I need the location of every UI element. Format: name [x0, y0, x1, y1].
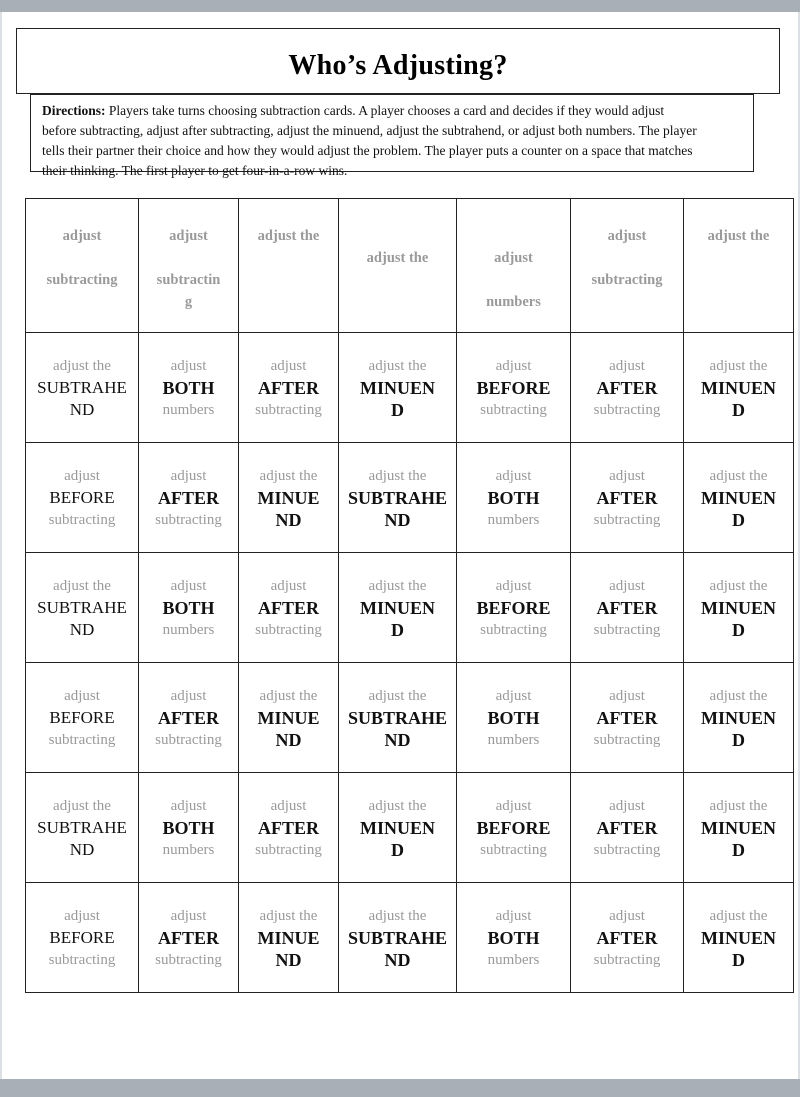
cell-bottom-text: subtracting: [48, 731, 116, 748]
cell-main-text: BEFORE: [49, 707, 115, 727]
board-cell-content: [571, 883, 683, 992]
board-cell[interactable]: [339, 663, 457, 773]
header-cell-text: [339, 199, 456, 269]
cell-bottom-text: subtracting: [593, 841, 661, 858]
cell-main-text: MINUE: [257, 927, 320, 948]
board-cell-content: [26, 443, 138, 552]
cell-top-text: adjust: [609, 687, 645, 704]
board-cell-content: [139, 553, 238, 662]
board-cell-content: [457, 663, 570, 772]
header-cell-line: [457, 269, 570, 291]
board-cell-content: [239, 553, 338, 662]
board-cell-content: [26, 883, 138, 992]
cell-top-text: adjust the: [709, 797, 768, 814]
board-cell-content: [239, 443, 338, 552]
cell-main-text: MINUEN: [701, 707, 776, 728]
board-cell-content: [339, 773, 456, 882]
cell-top-text: adjust: [609, 797, 645, 814]
board-cell-content: [139, 773, 238, 882]
cell-main-text: BEFORE: [476, 817, 551, 838]
board-row: [26, 883, 794, 993]
board-cell[interactable]: [457, 333, 571, 443]
board-cell[interactable]: [457, 883, 571, 993]
board-cell[interactable]: [339, 773, 457, 883]
cell-top-text: adjust the: [53, 577, 111, 594]
cell-bottom-text: ND: [275, 729, 302, 750]
board-cell-content: [571, 443, 683, 552]
board-cell-content: [571, 333, 683, 442]
board-cell-content: [339, 553, 456, 662]
header-cell-text: [571, 199, 683, 291]
cell-top-text: adjust the: [709, 687, 768, 704]
board-cell-content: [26, 553, 138, 662]
cell-top-text: adjust the: [259, 467, 318, 484]
board-cell[interactable]: [239, 553, 339, 663]
board-header-cell[interactable]: [571, 199, 684, 333]
cell-bottom-text: ND: [384, 509, 411, 530]
cell-bottom-text: numbers: [162, 621, 215, 638]
cell-bottom-text: numbers: [487, 511, 540, 528]
cell-bottom-text: ND: [275, 509, 302, 530]
header-cell-line: [339, 225, 456, 247]
cell-main-text: MINUEN: [360, 817, 435, 838]
board-cell-content: [571, 553, 683, 662]
header-cell-line: adjust the: [366, 250, 429, 266]
cell-bottom-text: subtracting: [155, 731, 222, 748]
board-header-row: [26, 199, 794, 333]
cell-main-text: AFTER: [596, 817, 658, 838]
cell-top-text: adjust: [170, 687, 207, 704]
cell-main-text: BOTH: [487, 707, 540, 728]
cell-main-text: BEFORE: [49, 487, 115, 507]
cell-bottom-text: subtracting: [255, 841, 322, 858]
cell-bottom-text: subtracting: [48, 951, 116, 968]
cell-main-text: AFTER: [157, 707, 219, 728]
header-cell-text: [26, 199, 138, 291]
board-cell[interactable]: [571, 663, 684, 773]
cell-main-text: BOTH: [162, 817, 215, 838]
cell-top-text: adjust: [609, 467, 645, 484]
page-left-edge: [0, 12, 2, 1079]
cell-bottom-text: ND: [69, 399, 95, 419]
header-cell-line: subtractin: [156, 272, 221, 288]
cell-bottom-text: ND: [275, 949, 302, 970]
directions-text-1: Players take turns choosing subtraction cards. A player chooses a card and decides if they would adjust: [108, 103, 665, 118]
board-header-cell[interactable]: [457, 199, 571, 333]
header-cell-line: adjust: [62, 228, 102, 244]
cell-top-text: adjust the: [709, 467, 768, 484]
cell-main-text: MINUEN: [701, 597, 776, 618]
cell-main-text: SUBTRAHE: [347, 927, 448, 948]
cell-main-text: MINUEN: [360, 377, 435, 398]
cell-top-text: adjust: [270, 357, 307, 374]
cell-main-text: MINUEN: [701, 377, 776, 398]
cell-main-text: AFTER: [596, 377, 658, 398]
board-cell-content: [239, 333, 338, 442]
board-cell-content: [457, 553, 570, 662]
cell-top-text: adjust: [170, 577, 207, 594]
board-cell[interactable]: [339, 553, 457, 663]
cell-top-text: adjust the: [709, 577, 768, 594]
cell-main-text: SUBTRAHE: [347, 707, 448, 728]
cell-main-text: SUBTRAHE: [37, 377, 127, 397]
board-cell-content: [571, 773, 683, 882]
board-cell[interactable]: [139, 443, 239, 553]
header-cell-line: [571, 247, 683, 269]
cell-top-text: adjust: [495, 357, 532, 374]
cell-top-text: adjust: [64, 687, 100, 704]
board-cell[interactable]: [571, 883, 684, 993]
cell-bottom-text: numbers: [487, 731, 540, 748]
cell-main-text: AFTER: [596, 927, 658, 948]
board-cell[interactable]: [339, 883, 457, 993]
board-cell-content: [457, 333, 570, 442]
board-cell-content: [339, 333, 456, 442]
board-cell[interactable]: [139, 333, 239, 443]
header-cell-text: [684, 199, 793, 247]
board-cell[interactable]: [239, 883, 339, 993]
cell-bottom-text: subtracting: [593, 401, 661, 418]
cell-main-text: AFTER: [157, 927, 219, 948]
cell-bottom-text: numbers: [162, 401, 215, 418]
cell-bottom-text: subtracting: [593, 731, 661, 748]
board-cell[interactable]: [457, 553, 571, 663]
directions-label: Directions:: [42, 103, 106, 118]
board-cell-content: [139, 443, 238, 552]
cell-bottom-text: ND: [69, 839, 95, 859]
board-cell[interactable]: [571, 553, 684, 663]
board-cell[interactable]: [571, 773, 684, 883]
cell-main-text: MINUEN: [360, 597, 435, 618]
cell-bottom-text: D: [391, 399, 404, 420]
cell-main-text: SUBTRAHE: [37, 817, 127, 837]
board-cell[interactable]: [26, 333, 139, 443]
board-cell-content: [339, 663, 456, 772]
cell-top-text: adjust: [170, 797, 207, 814]
board-cell[interactable]: [139, 663, 239, 773]
cell-bottom-text: D: [732, 949, 745, 970]
cell-top-text: adjust the: [368, 907, 427, 924]
board-cell[interactable]: [684, 443, 794, 553]
cell-top-text: adjust: [64, 907, 100, 924]
cell-bottom-text: subtracting: [593, 511, 661, 528]
cell-main-text: SUBTRAHE: [37, 597, 127, 617]
board-row: [26, 443, 794, 553]
cell-bottom-text: subtracting: [480, 401, 547, 418]
board-cell[interactable]: [339, 443, 457, 553]
cell-bottom-text: ND: [384, 729, 411, 750]
cell-main-text: MINUEN: [701, 487, 776, 508]
board-header-cell[interactable]: [339, 199, 457, 333]
cell-main-text: AFTER: [157, 487, 219, 508]
cell-main-text: MINUE: [257, 487, 320, 508]
directions-box: [30, 94, 754, 178]
board-cell-content: [26, 333, 138, 442]
cell-bottom-text: numbers: [162, 841, 215, 858]
header-cell-line: g: [184, 294, 193, 310]
header-cell-text: [139, 199, 238, 313]
board-row: [26, 663, 794, 773]
board-cell-content: [26, 773, 138, 882]
board-cell[interactable]: [139, 773, 239, 883]
cell-bottom-text: subtracting: [48, 511, 116, 528]
board-cell-content: [684, 553, 793, 662]
cell-main-text: SUBTRAHE: [347, 487, 448, 508]
board-cell[interactable]: [139, 553, 239, 663]
board-cell[interactable]: [684, 883, 794, 993]
title-box: [16, 28, 780, 94]
board-cell[interactable]: [26, 883, 139, 993]
board-cell-content: [684, 443, 793, 552]
cell-top-text: adjust: [609, 357, 645, 374]
cell-bottom-text: D: [732, 399, 745, 420]
cell-top-text: adjust: [170, 357, 207, 374]
cell-top-text: adjust: [495, 577, 532, 594]
board-cell-content: [26, 663, 138, 772]
cell-bottom-text: subtracting: [255, 401, 322, 418]
cell-top-text: adjust: [270, 797, 307, 814]
board-cell-content: [684, 883, 793, 992]
cell-top-text: adjust: [170, 467, 207, 484]
cell-bottom-text: subtracting: [480, 621, 547, 638]
cell-main-text: BEFORE: [476, 377, 551, 398]
board-cell[interactable]: [571, 443, 684, 553]
cell-top-text: adjust: [495, 687, 532, 704]
cell-main-text: MINUE: [257, 707, 320, 728]
bottom-border-bar: [0, 1079, 800, 1097]
cell-bottom-text: ND: [384, 949, 411, 970]
header-cell-line: adjust the: [257, 228, 320, 244]
board-cell[interactable]: [26, 663, 139, 773]
board-cell-content: [571, 663, 683, 772]
game-board: [25, 198, 794, 993]
header-cell-line: adjust: [607, 228, 647, 244]
board-cell[interactable]: [457, 773, 571, 883]
header-cell-line: adjust: [169, 228, 208, 244]
board-cell-content: [684, 663, 793, 772]
cell-top-text: adjust the: [368, 577, 427, 594]
board-cell[interactable]: [339, 333, 457, 443]
cell-top-text: adjust the: [259, 907, 318, 924]
cell-bottom-text: subtracting: [155, 951, 222, 968]
board-header-cell[interactable]: [26, 199, 139, 333]
board-cell-content: [139, 333, 238, 442]
board-cell-content: [457, 773, 570, 882]
board-cell[interactable]: [571, 333, 684, 443]
page-title: Who’s Adjusting?: [288, 50, 508, 81]
board-cell[interactable]: [457, 663, 571, 773]
board-cell[interactable]: [684, 333, 794, 443]
board-row: [26, 773, 794, 883]
board-cell[interactable]: [26, 443, 139, 553]
cell-top-text: adjust the: [709, 907, 768, 924]
cell-top-text: adjust the: [709, 357, 768, 374]
cell-top-text: adjust: [495, 467, 532, 484]
board-cell[interactable]: [139, 883, 239, 993]
header-cell-line: adjust: [494, 250, 533, 266]
board-cell[interactable]: [684, 773, 794, 883]
board-cell[interactable]: [239, 773, 339, 883]
cell-main-text: AFTER: [257, 377, 319, 398]
cell-main-text: MINUEN: [701, 927, 776, 948]
board-cell[interactable]: [26, 773, 139, 883]
cell-top-text: adjust: [170, 907, 207, 924]
cell-bottom-text: D: [732, 509, 745, 530]
cell-bottom-text: D: [391, 839, 404, 860]
cell-top-text: adjust the: [368, 467, 427, 484]
cell-top-text: adjust: [495, 797, 532, 814]
cell-top-text: adjust: [270, 577, 307, 594]
cell-top-text: adjust the: [368, 357, 427, 374]
directions-line-2: before subtracting, adjust after subtracting, adjust the minuend, adjust the subtrahend, or adjust both numbers. The player: [42, 123, 697, 138]
cell-main-text: MINUEN: [701, 817, 776, 838]
board-row: [26, 333, 794, 443]
cell-main-text: BEFORE: [49, 927, 115, 947]
header-cell-text: [239, 199, 338, 247]
cell-top-text: adjust: [64, 467, 100, 484]
cell-top-text: adjust the: [368, 687, 427, 704]
cell-top-text: adjust the: [368, 797, 427, 814]
cell-bottom-text: subtracting: [255, 621, 322, 638]
directions-line-1: [42, 101, 753, 121]
board-cell-content: [684, 773, 793, 882]
header-cell-line: subtracting: [46, 272, 118, 288]
header-cell-line: subtracting: [591, 272, 663, 288]
top-border-bar: [0, 0, 800, 12]
cell-main-text: AFTER: [596, 707, 658, 728]
board-cell-content: [139, 663, 238, 772]
cell-main-text: BOTH: [162, 377, 215, 398]
cell-bottom-text: subtracting: [480, 841, 547, 858]
board-cell[interactable]: [239, 333, 339, 443]
cell-main-text: BOTH: [487, 487, 540, 508]
cell-top-text: adjust: [609, 907, 645, 924]
cell-bottom-text: numbers: [487, 951, 540, 968]
cell-main-text: BOTH: [487, 927, 540, 948]
cell-bottom-text: subtracting: [155, 511, 222, 528]
board-cell[interactable]: [239, 443, 339, 553]
cell-bottom-text: D: [391, 619, 404, 640]
board-cell-content: [339, 883, 456, 992]
board-cell-content: [684, 333, 793, 442]
header-cell-line: adjust the: [707, 228, 770, 244]
board-cell[interactable]: [457, 443, 571, 553]
board-cell[interactable]: [239, 663, 339, 773]
board-header-cell[interactable]: [139, 199, 239, 333]
header-cell-line: numbers: [486, 294, 541, 310]
board-cell-content: [239, 773, 338, 882]
board-cell-content: [239, 663, 338, 772]
cell-top-text: adjust the: [53, 357, 111, 374]
cell-bottom-text: D: [732, 619, 745, 640]
board-cell-content: [457, 883, 570, 992]
header-cell-line: [457, 225, 570, 247]
board-cell-content: [139, 883, 238, 992]
cell-top-text: adjust: [495, 907, 532, 924]
cell-bottom-text: subtracting: [593, 621, 661, 638]
board-cell[interactable]: [26, 553, 139, 663]
cell-top-text: adjust the: [53, 797, 111, 814]
board-cell-content: [457, 443, 570, 552]
board-row: [26, 553, 794, 663]
cell-bottom-text: ND: [69, 619, 95, 639]
header-cell-text: [457, 199, 570, 313]
cell-top-text: adjust the: [259, 687, 318, 704]
board-cell-content: [239, 883, 338, 992]
cell-bottom-text: subtracting: [593, 951, 661, 968]
cell-main-text: AFTER: [596, 487, 658, 508]
cell-main-text: AFTER: [257, 597, 319, 618]
board-header-cell[interactable]: [684, 199, 794, 333]
directions-line-4: their thinking. The first player to get four-in-a-row wins.: [42, 163, 348, 178]
header-cell-line: [139, 247, 238, 269]
board-cell[interactable]: [684, 553, 794, 663]
board-header-cell[interactable]: [239, 199, 339, 333]
cell-main-text: AFTER: [257, 817, 319, 838]
cell-main-text: BEFORE: [476, 597, 551, 618]
directions-line-3: tells their partner their choice and how they would adjust the problem. The player puts a counter on a space that matches: [42, 143, 693, 158]
cell-top-text: adjust: [609, 577, 645, 594]
board-cell-content: [339, 443, 456, 552]
board-cell[interactable]: [684, 663, 794, 773]
cell-bottom-text: D: [732, 839, 745, 860]
header-cell-line: [26, 247, 138, 269]
cell-bottom-text: D: [732, 729, 745, 750]
cell-main-text: AFTER: [596, 597, 658, 618]
cell-main-text: BOTH: [162, 597, 215, 618]
